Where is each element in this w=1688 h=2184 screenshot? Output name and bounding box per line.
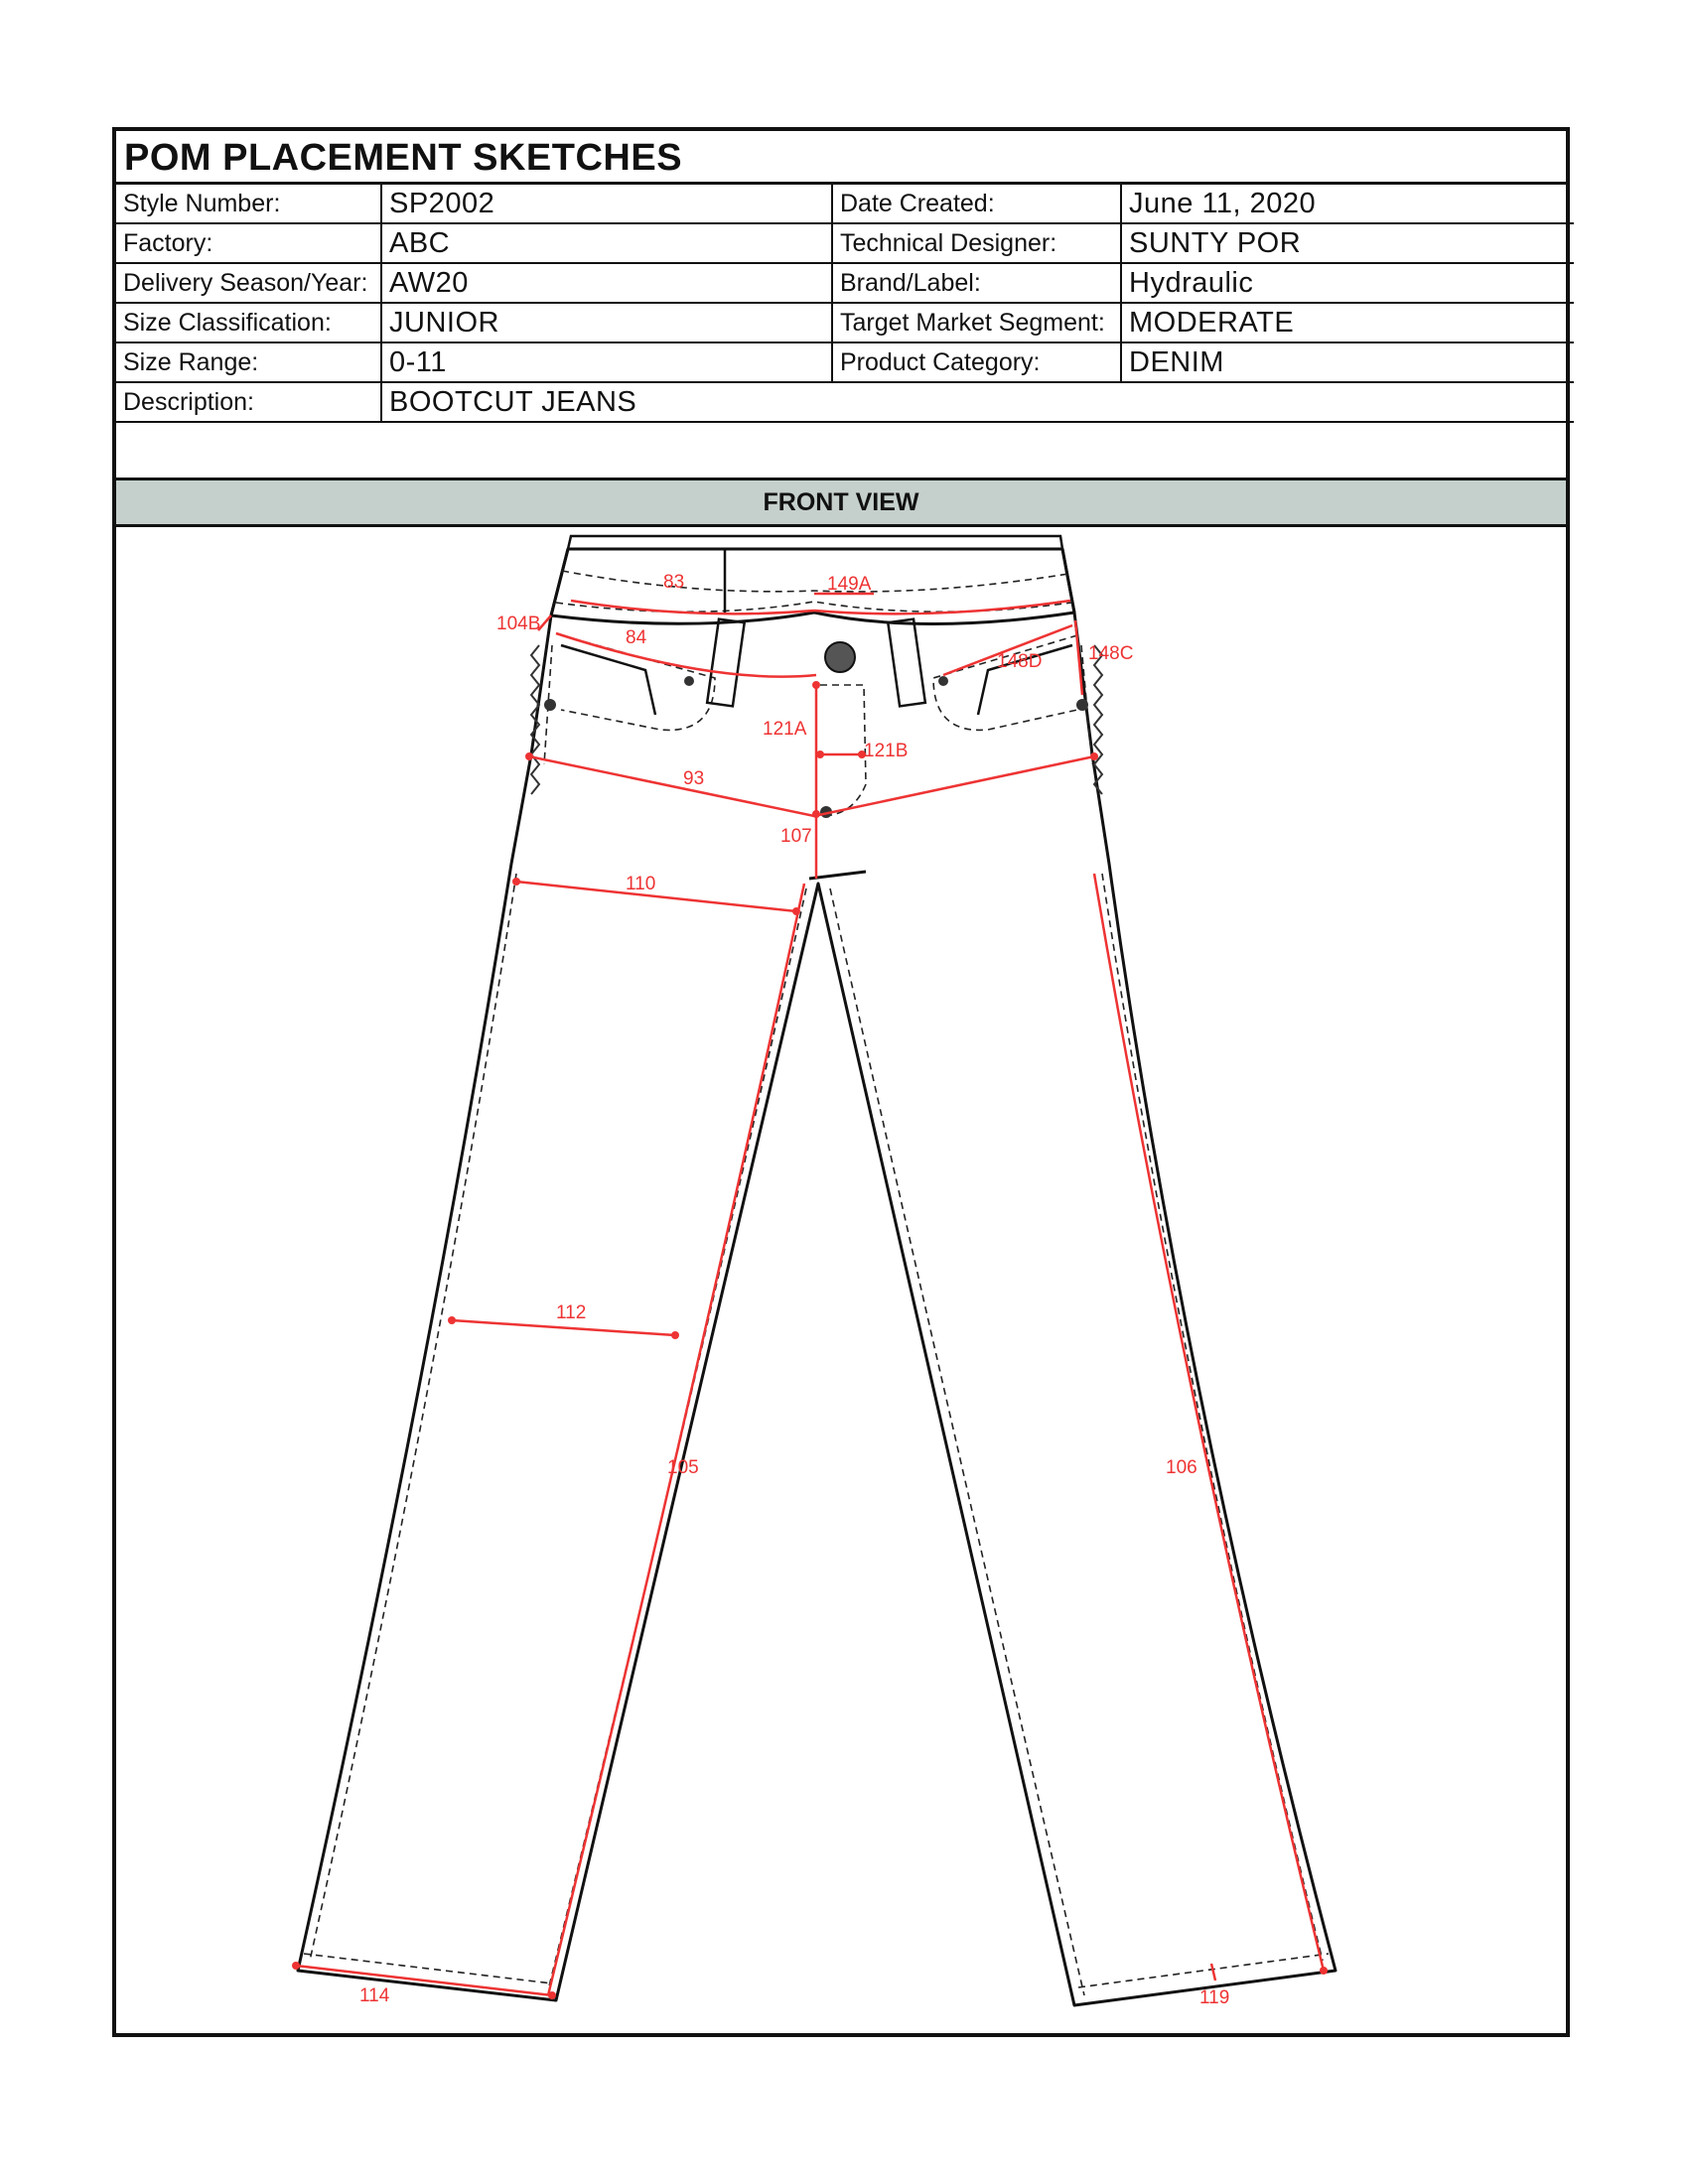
brand-label: Brand/Label:: [832, 263, 1121, 303]
category-value: DENIM: [1121, 342, 1574, 382]
target-value: MODERATE: [1121, 303, 1574, 342]
waist-button-icon: [825, 642, 855, 672]
brand-value: Hydraulic: [1121, 263, 1574, 303]
pom-83: 83: [663, 572, 685, 593]
pom-105: 105: [667, 1457, 699, 1478]
style-number-label: Style Number:: [116, 185, 381, 223]
left-zigzag-trim: [531, 645, 539, 794]
pom-106: 106: [1166, 1457, 1197, 1478]
pom-93: 93: [683, 768, 705, 789]
pom-104b: 104B: [496, 614, 541, 634]
date-created-value: June 11, 2020: [1121, 185, 1574, 223]
category-label: Product Category:: [832, 342, 1121, 382]
description-label: Description:: [116, 382, 381, 422]
size-class-label: Size Classification:: [116, 303, 381, 342]
pom-121b: 121B: [864, 741, 909, 761]
size-range-value: 0-11: [381, 342, 832, 382]
page-title: POM PLACEMENT SKETCHES: [116, 131, 1566, 185]
pom-121a: 121A: [763, 719, 807, 740]
target-label: Target Market Segment:: [832, 303, 1121, 342]
pom-110: 110: [626, 874, 656, 894]
date-created-label: Date Created:: [832, 185, 1121, 223]
technical-designer-value: SUNTY POR: [1121, 223, 1574, 263]
front-view-header: FRONT VIEW: [116, 478, 1566, 527]
pom-148c: 148C: [1088, 643, 1134, 664]
measurement-lines: [296, 594, 1324, 1995]
factory-value: ABC: [381, 223, 832, 263]
delivery-value: AW20: [381, 263, 832, 303]
factory-label: Factory:: [116, 223, 381, 263]
size-class-value: JUNIOR: [381, 303, 832, 342]
pom-148d: 148D: [997, 651, 1043, 672]
pom-107: 107: [780, 826, 812, 847]
pom-84: 84: [626, 627, 647, 648]
delivery-label: Delivery Season/Year:: [116, 263, 381, 303]
style-number-value: SP2002: [381, 185, 832, 223]
description-value: BOOTCUT JEANS: [381, 382, 1574, 422]
technical-designer-label: Technical Designer:: [832, 223, 1121, 263]
pom-119: 119: [1199, 1987, 1230, 2008]
size-range-label: Size Range:: [116, 342, 381, 382]
pom-114: 114: [359, 1985, 390, 2006]
pom-149a: 149A: [827, 574, 872, 595]
pom-112: 112: [556, 1302, 587, 1323]
